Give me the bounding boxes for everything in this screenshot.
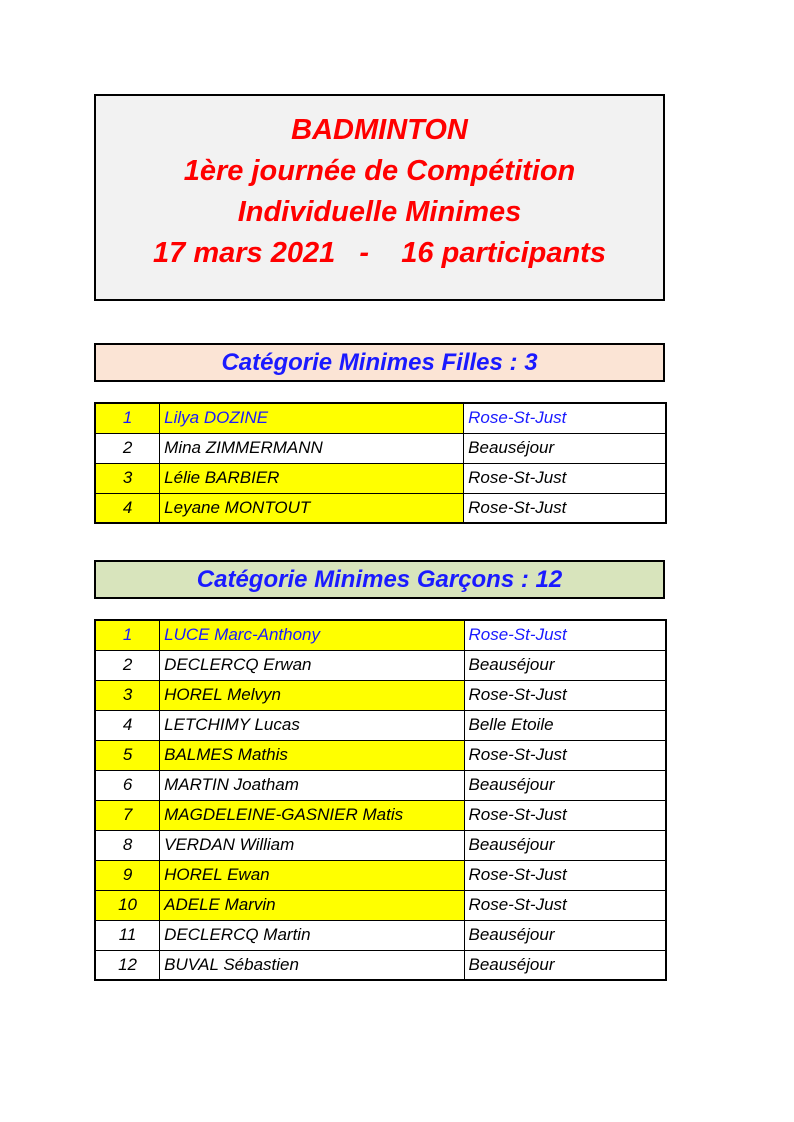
rank-cell: 9: [95, 860, 160, 890]
club-cell: Rose-St-Just: [464, 463, 666, 493]
rank-cell: 1: [95, 620, 160, 650]
name-cell: MAGDELEINE-GASNIER Matis: [160, 800, 464, 830]
rank-cell: 5: [95, 740, 160, 770]
table-row: [95, 800, 666, 830]
club-cell: Beauséjour: [464, 830, 666, 860]
club-cell: Rose-St-Just: [464, 493, 666, 523]
rank-cell: 12: [95, 950, 160, 980]
title-category: Individuelle Minimes: [237, 196, 522, 228]
rank-cell: 7: [95, 800, 160, 830]
club-cell: Rose-St-Just: [464, 680, 666, 710]
table-row: [95, 740, 666, 770]
rank-cell: 4: [95, 710, 160, 740]
rank-cell: 10: [95, 890, 160, 920]
name-cell: BALMES Mathis: [160, 740, 464, 770]
club-cell: Rose-St-Just: [464, 890, 666, 920]
club-cell: Beauséjour: [464, 950, 666, 980]
name-cell: Mina ZIMMERMANN: [160, 433, 464, 463]
table-row: [95, 433, 666, 463]
club-cell: Rose-St-Just: [464, 740, 666, 770]
table-row: [95, 650, 666, 680]
name-cell: LUCE Marc-Anthony: [160, 620, 464, 650]
name-cell: DECLERCQ Martin: [160, 920, 464, 950]
table-row: [95, 950, 666, 980]
club-cell: Rose-St-Just: [464, 800, 666, 830]
table-row: [95, 920, 666, 950]
title-sport: BADMINTON: [291, 114, 468, 146]
title-event: 1ère journée de Compétition: [183, 155, 576, 187]
title-box: [94, 94, 665, 301]
rank-cell: 8: [95, 830, 160, 860]
club-cell: Rose-St-Just: [464, 620, 666, 650]
name-cell: BUVAL Sébastien: [160, 950, 464, 980]
club-cell: Rose-St-Just: [464, 403, 666, 433]
rank-cell: 2: [95, 650, 160, 680]
club-cell: Beauséjour: [464, 920, 666, 950]
name-cell: HOREL Melvyn: [160, 680, 464, 710]
girls-results-table: [94, 402, 667, 524]
rank-cell: 11: [95, 920, 160, 950]
name-cell: MARTIN Joatham: [160, 770, 464, 800]
name-cell: VERDAN William: [160, 830, 464, 860]
table-row: [95, 620, 666, 650]
rank-cell: 2: [95, 433, 160, 463]
club-cell: Beauséjour: [464, 650, 666, 680]
table-row: [95, 680, 666, 710]
rank-cell: 1: [95, 403, 160, 433]
table-row: [95, 860, 666, 890]
name-cell: ADELE Marvin: [160, 890, 464, 920]
name-cell: Lélie BARBIER: [160, 463, 464, 493]
rank-cell: 3: [95, 463, 160, 493]
table-row: [95, 890, 666, 920]
club-cell: Beauséjour: [464, 770, 666, 800]
category-girls-header: Catégorie Minimes Filles : 3: [94, 343, 665, 382]
name-cell: Leyane MONTOUT: [160, 493, 464, 523]
club-cell: Beauséjour: [464, 433, 666, 463]
rank-cell: 3: [95, 680, 160, 710]
rank-cell: 6: [95, 770, 160, 800]
name-cell: LETCHIMY Lucas: [160, 710, 464, 740]
name-cell: DECLERCQ Erwan: [160, 650, 464, 680]
title-date-participants: 17 mars 2021 - 16 participants: [153, 237, 606, 269]
boys-results-table: [94, 619, 667, 981]
name-cell: HOREL Ewan: [160, 860, 464, 890]
table-row: [95, 830, 666, 860]
table-row: [95, 463, 666, 493]
name-cell: Lilya DOZINE: [160, 403, 464, 433]
rank-cell: 4: [95, 493, 160, 523]
club-cell: Rose-St-Just: [464, 860, 666, 890]
table-row: [95, 770, 666, 800]
table-row: [95, 493, 666, 523]
category-boys-header: Catégorie Minimes Garçons : 12: [94, 560, 665, 599]
club-cell: Belle Etoile: [464, 710, 666, 740]
table-row: [95, 710, 666, 740]
table-row: [95, 403, 666, 433]
